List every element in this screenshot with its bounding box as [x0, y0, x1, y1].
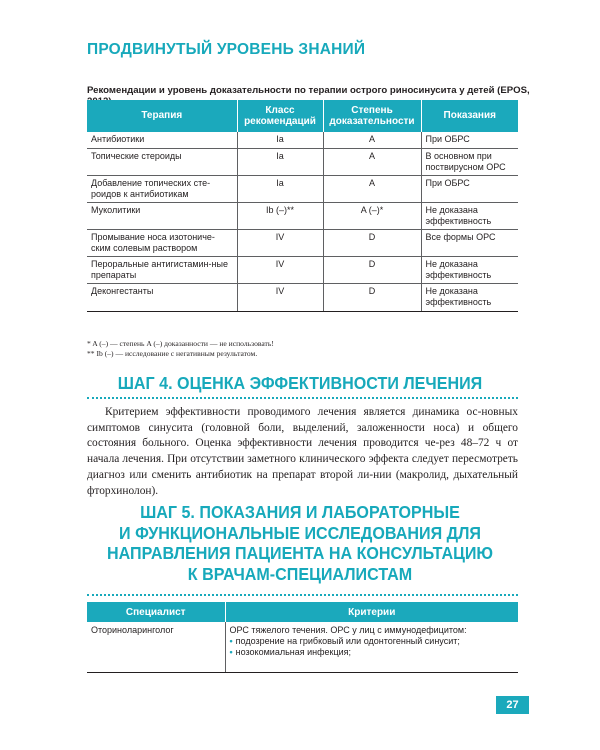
table-footnotes — [87, 339, 274, 359]
indication-cell: Не доказана эффективность — [421, 256, 518, 283]
specialist-cell: Оториноларинголог — [87, 622, 225, 672]
step4-paragraph: Критерием эффективности проводимого лечения является динамика ос-новных симптомов синусита (головной боли, выделений, заложенности носа) и общего состояния больного. Оценка эффективности лечения проводится че-рез 48–72 ч от начала лечения. При отсутствии заметного клинического эффекта следует пересмотреть диагноз или сменить антибиотик на препарат второй ли-нии (макролид, дыхательный фторхинолон). — [87, 406, 518, 497]
indication-cell: При ОБРС — [421, 132, 518, 148]
class-cell: Ia — [237, 148, 323, 175]
page-number-badge: 27 — [496, 696, 529, 714]
indication-cell: При ОБРС — [421, 175, 518, 202]
therapy-cell: Добавление топических сте-роидов к антибиотикам — [87, 175, 237, 202]
step5-heading-line: И ФУНКЦИОНАЛЬНЫЕ ИССЛЕДОВАНИЯ ДЛЯ — [119, 522, 481, 543]
header-specialist: Специалист — [87, 602, 225, 622]
indication-cell: Не доказана эффективность — [421, 202, 518, 229]
evidence-table-caption: Рекомендации и уровень доказательности по терапии острого риносинусита у детей (EPOS, — [87, 85, 530, 96]
class-cell: Ib (–)** — [237, 202, 323, 229]
header-criteria: Критерии — [225, 602, 518, 622]
table-row — [87, 229, 518, 256]
step5-heading-line: ШАГ 5. ПОКАЗАНИЯ И ЛАБОРАТОРНЫЕ — [140, 502, 460, 522]
header-recommendation-class: Класс рекомендаций — [237, 100, 323, 132]
list-item — [230, 636, 515, 647]
criteria-cell — [225, 622, 518, 672]
criteria-item-text: нозокомиальная инфекция; — [235, 647, 352, 657]
bullet-icon: • — [229, 636, 233, 646]
step4-heading: ШАГ 4. ОЦЕНКА ЭФФЕКТИВНОСТИ ЛЕЧЕНИЯ — [117, 373, 483, 393]
criteria-item-text: подозрение на грибковый или одонтогенный синусит; — [235, 636, 460, 646]
indication-cell: В основном при поствирусном ОРС — [421, 148, 518, 175]
dotted-divider — [87, 397, 518, 399]
therapy-cell: Промывание носа изотониче-ским солевым раствором — [87, 229, 237, 256]
header-indications: Показания — [421, 100, 518, 132]
class-cell: Ia — [237, 132, 323, 148]
evidence-table — [87, 100, 518, 312]
criteria-intro: ОРС тяжелого течения. ОРС у лиц с иммунодефицитом: — [229, 625, 467, 635]
header-therapy: Терапия — [87, 100, 237, 132]
level-cell: A (–)* — [323, 202, 421, 229]
level-cell: A — [323, 148, 421, 175]
indication-cell: Все формы ОРС — [421, 229, 518, 256]
specialist-table-header-row — [87, 602, 518, 622]
specialist-table — [87, 602, 518, 673]
list-item — [230, 647, 515, 658]
bullet-icon: • — [229, 647, 233, 657]
table-row — [87, 175, 518, 202]
therapy-cell: Антибиотики — [87, 132, 237, 148]
therapy-cell: Топические стероиды — [87, 148, 237, 175]
table-row — [87, 283, 518, 311]
table-row — [87, 202, 518, 229]
level-cell: D — [323, 229, 421, 256]
therapy-cell: Пероральные антигистамин-ные препараты — [87, 256, 237, 283]
step5-heading — [24, 502, 576, 584]
table-row — [87, 132, 518, 148]
step5-heading-line: К ВРАЧАМ-СПЕЦИАЛИСТАМ — [187, 563, 413, 584]
level-cell: D — [323, 283, 421, 311]
level-cell: A — [323, 132, 421, 148]
level-cell: D — [323, 256, 421, 283]
step5-heading-line: НАПРАВЛЕНИЯ ПАЦИЕНТА НА КОНСУЛЬТАЦИЮ — [106, 543, 494, 563]
class-cell: IV — [237, 283, 323, 311]
therapy-cell: Муколитики — [87, 202, 237, 229]
table-row — [87, 256, 518, 283]
class-cell: IV — [237, 229, 323, 256]
class-cell: Ia — [237, 175, 323, 202]
footnote: ** Ib (–) — исследование с негативным результатом. — [87, 349, 258, 358]
table-row — [87, 622, 518, 672]
level-cell: A — [323, 175, 421, 202]
indication-cell: Не доказана эффективность — [421, 283, 518, 311]
header-evidence-level: Степень доказательности — [323, 100, 421, 132]
evidence-table-header-row — [87, 100, 518, 132]
table-row — [87, 148, 518, 175]
dotted-divider — [87, 594, 518, 596]
section-kicker: ПРОДВИНУТЫЙ УРОВЕНЬ ЗНАНИЙ — [87, 41, 366, 58]
footnote: * A (–) — степень A (–) доказанности — не использовать! — [87, 339, 274, 348]
class-cell: IV — [237, 256, 323, 283]
therapy-cell: Деконгестанты — [87, 283, 237, 311]
